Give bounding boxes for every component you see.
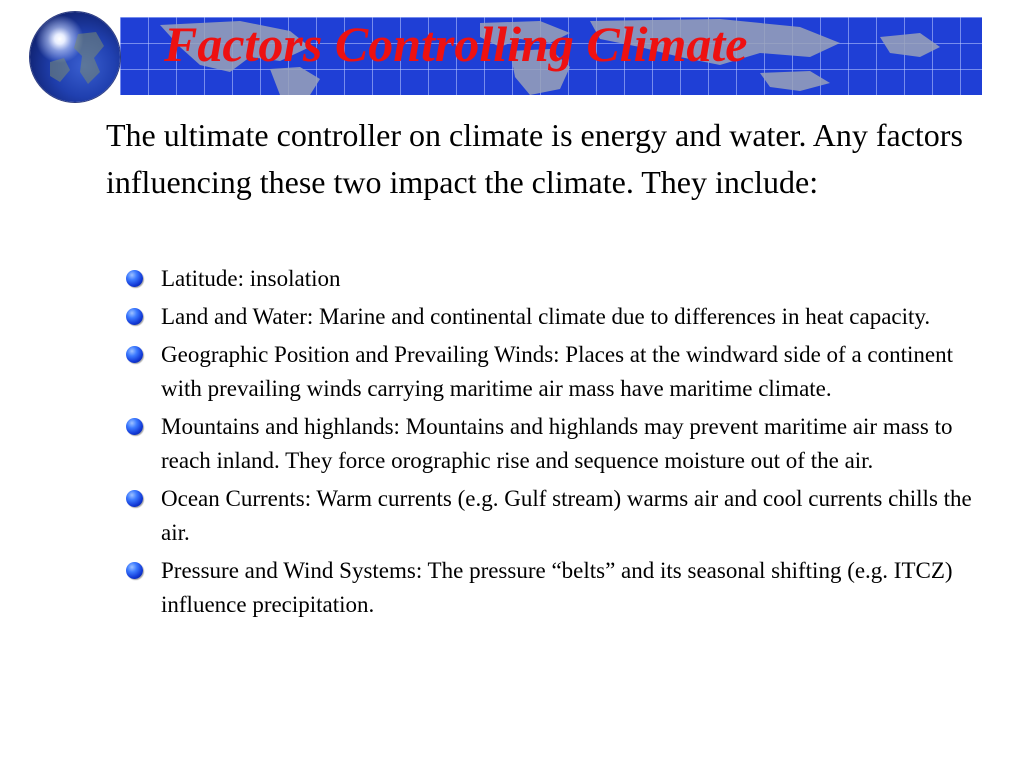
blue-sphere-bullet-icon	[126, 270, 143, 287]
list-item	[126, 338, 976, 406]
list-item-text: Ocean Currents: Warm currents (e.g. Gulf stream) warms air and cool currents chills the air.	[161, 486, 972, 545]
list-item-text: Pressure and Wind Systems: The pressure “belts” and its seasonal shifting (e.g. ITCZ) influence precipitation.	[161, 558, 953, 617]
blue-sphere-bullet-icon	[126, 346, 143, 363]
list-item	[126, 554, 976, 622]
blue-sphere-bullet-icon	[126, 562, 143, 579]
list-item-text: Land and Water: Marine and continental climate due to differences in heat capacity.	[161, 304, 931, 329]
blue-sphere-bullet-icon	[126, 490, 143, 507]
list-item	[126, 262, 976, 296]
globe-icon	[30, 12, 120, 102]
list-item	[126, 410, 976, 478]
list-item-text: Geographic Position and Prevailing Winds: Places at the windward side of a continent with prevailing winds carrying maritime air mass have maritime climate.	[161, 342, 953, 401]
list-item-text: Mountains and highlands: Mountains and highlands may prevent maritime air mass to reach inland. They force orographic rise and sequence moisture out of the air.	[161, 414, 953, 473]
blue-sphere-bullet-icon	[126, 418, 143, 435]
blue-sphere-bullet-icon	[126, 308, 143, 325]
slide-title: Factors Controlling Climate	[164, 16, 748, 72]
intro-paragraph: The ultimate controller on climate is energy and water. Any factors influencing these two impact the climate. They include:	[106, 117, 963, 200]
list-item	[126, 482, 976, 550]
list-item	[126, 300, 976, 334]
list-item-text: Latitude: insolation	[161, 266, 341, 291]
bullet-list	[126, 262, 976, 626]
